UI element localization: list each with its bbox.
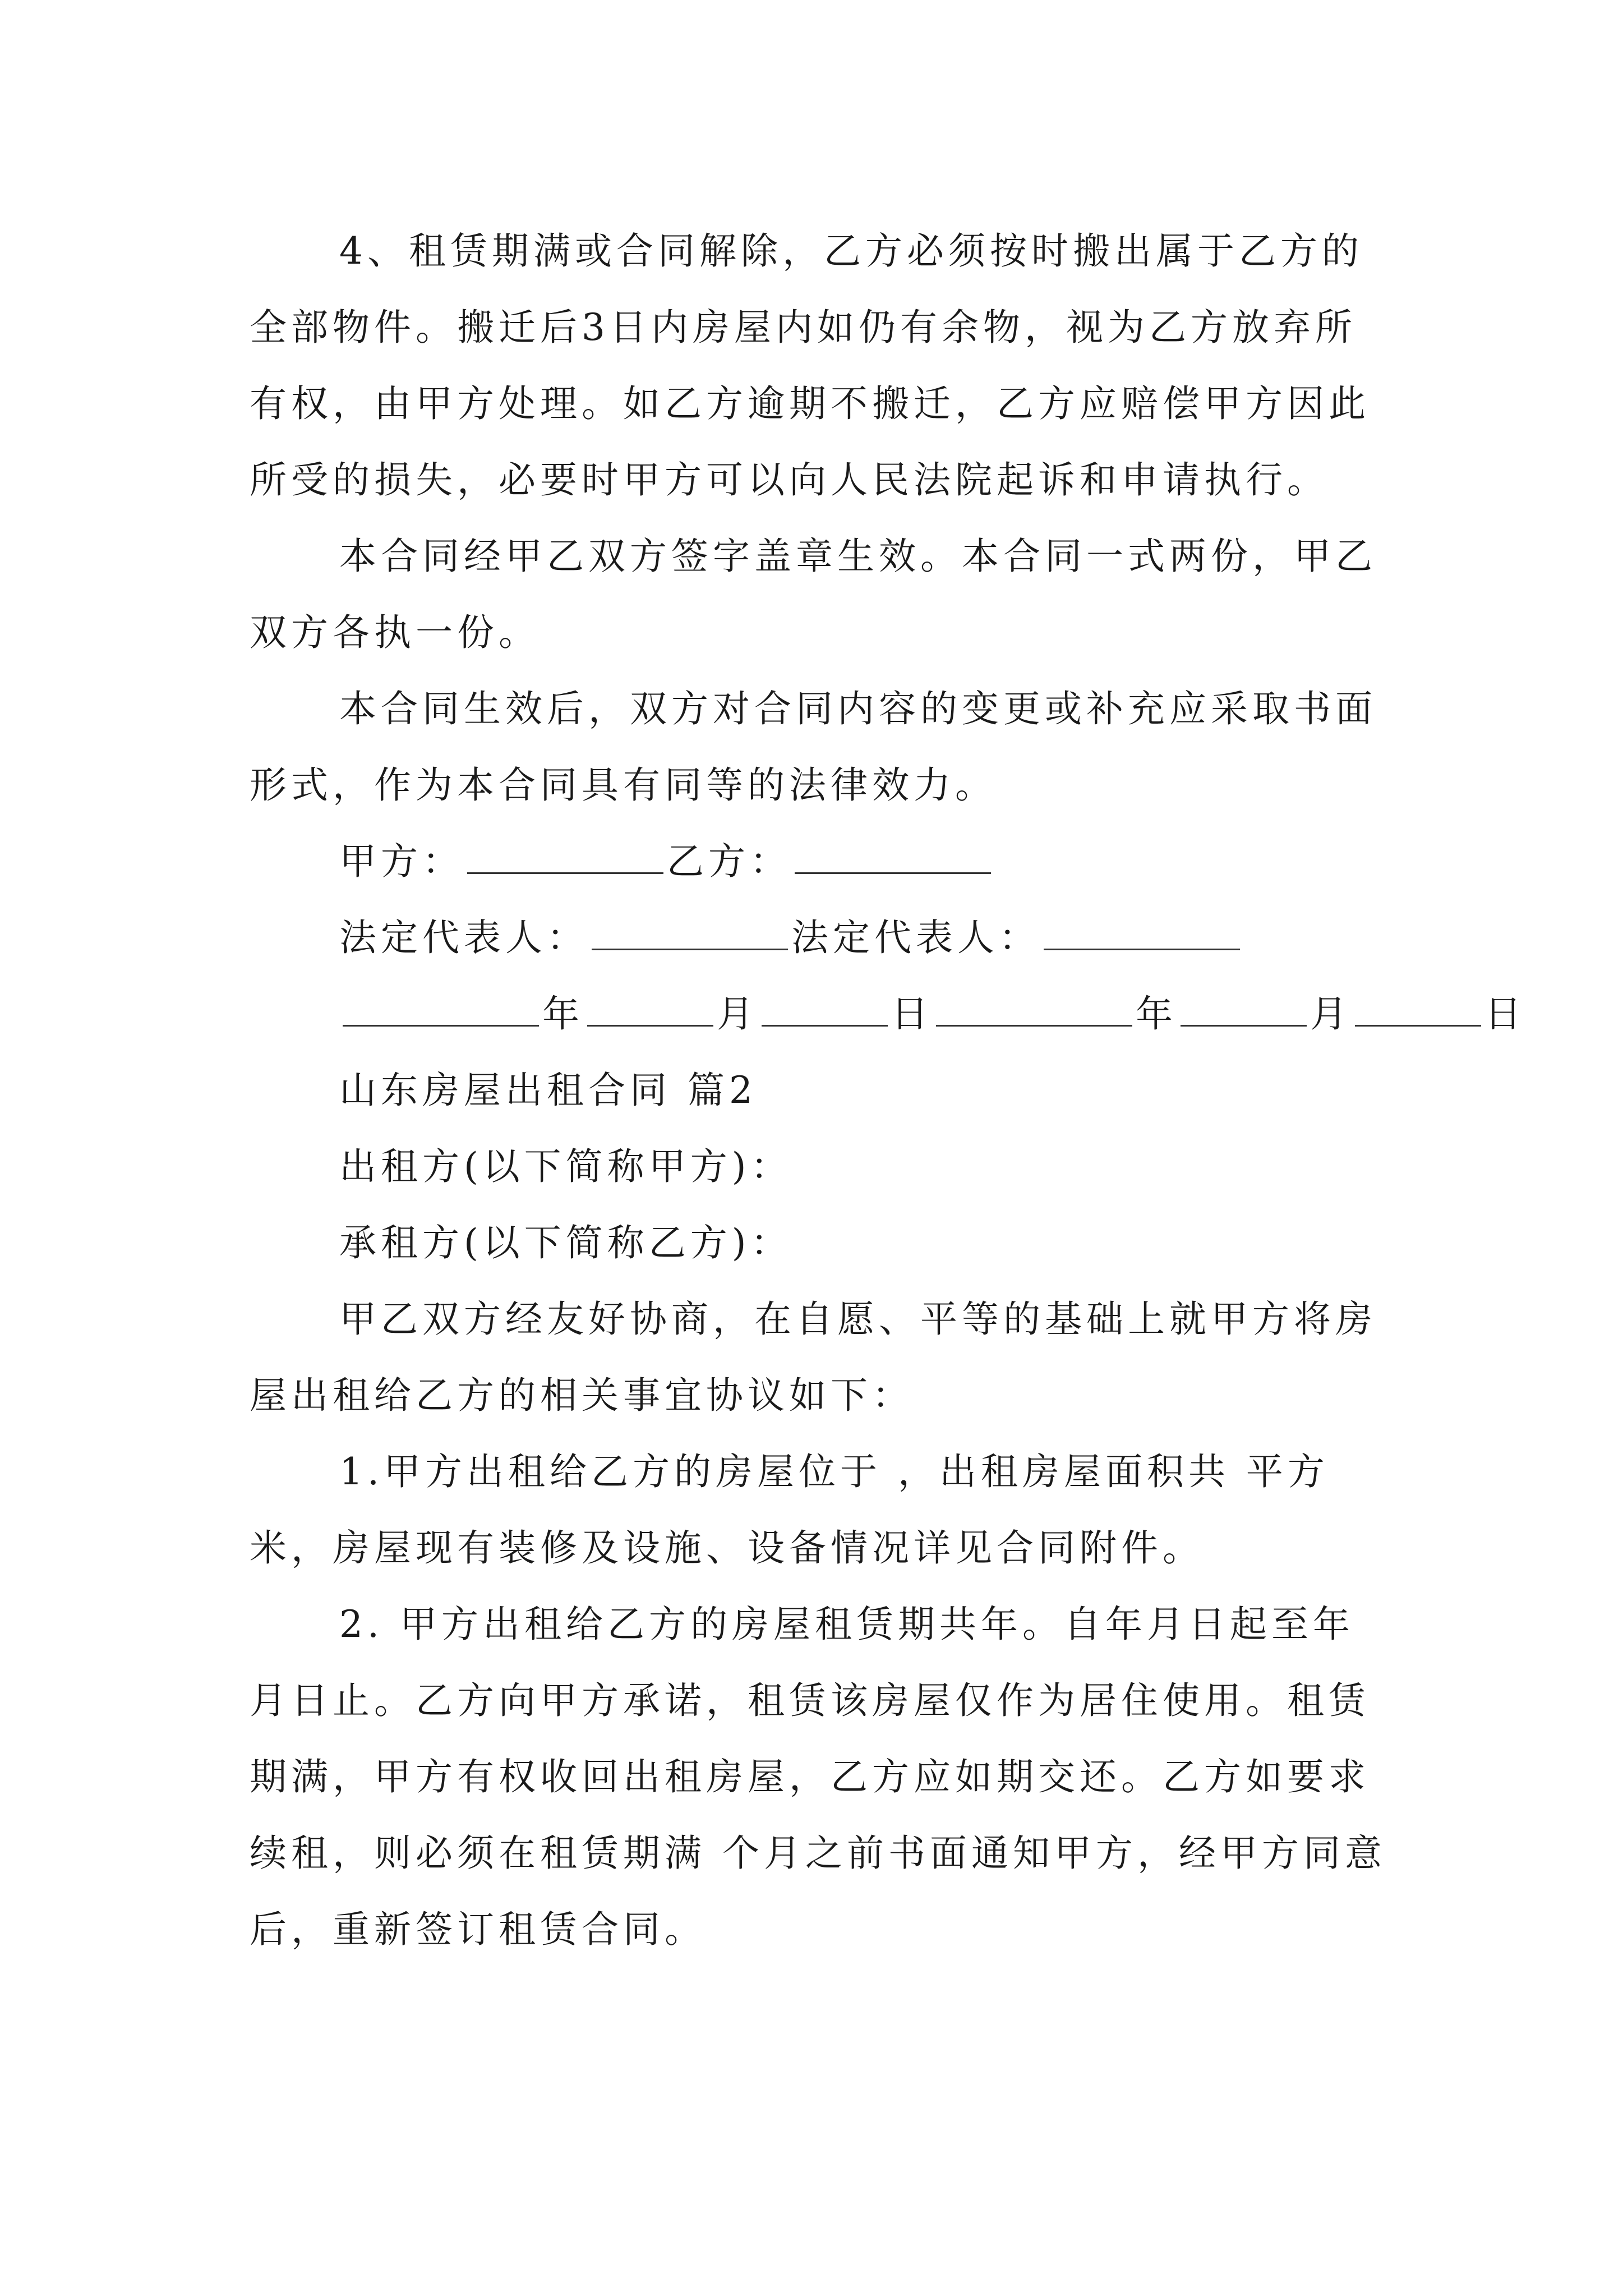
year-a-label: 年 (542, 992, 584, 1036)
clause-1-paragraph: 1.甲方出租给乙方的房屋位于 ，出租房屋面积共 平方米，房屋现有装修及设施、设备情况详见合同附件。 (250, 1450, 1329, 1570)
party-b-label: 乙方： (667, 840, 791, 883)
agreement-intro-paragraph: 甲乙双方经友好协商，在自愿、平等的基础上就甲方将房屋出租给乙方的相关事宜协议如下： (250, 1297, 1377, 1417)
rep-b-blank (1044, 915, 1240, 950)
party-b-blank (795, 839, 991, 874)
representative-line (250, 900, 1394, 976)
party-a-label: 甲方： (339, 840, 464, 883)
section-title: 山东房屋出租合同 篇2 (339, 1069, 757, 1112)
day-b-label: 日 (1484, 992, 1526, 1036)
clause-4-paragraph: 4、租赁期满或合同解除，乙方必须按时搬出属于乙方的全部物件。搬迁后3日内房屋内如仍有余物，视为乙方放弃所有权，由甲方处理。如乙方逾期不搬迁，乙方应赔偿甲方因此所受的损失，必要时甲方可以向人民法院起诉和申请执行。 (250, 229, 1370, 501)
clause-2-paragraph: 2. 甲方出租给乙方的房屋租赁期共年。自年月日起至年月日止。乙方向甲方承诺，租赁该房屋仅作为居住使用。租赁期满，甲方有权收回出租房屋，乙方应如期交还。乙方如要求续租，则必须在租赁期满 个月之前书面通知甲方，经甲方同意后，重新签订租赁合同。 (250, 1603, 1386, 1951)
month-b-label: 月 (1310, 992, 1352, 1036)
rep-a-blank (592, 915, 788, 950)
day-a-blank (762, 991, 888, 1027)
rep-a-label: 法定代表人： (339, 916, 588, 959)
rep-b-label: 法定代表人： (791, 916, 1040, 959)
year-a-blank (343, 991, 539, 1027)
month-a-label: 月 (717, 992, 758, 1036)
year-b-label: 年 (1136, 992, 1177, 1036)
amendment-paragraph: 本合同生效后，双方对合同内容的变更或补充应采取书面形式，作为本合同具有同等的法律效力。 (250, 687, 1377, 807)
day-b-blank (1355, 991, 1481, 1027)
party-signature-line (250, 823, 1394, 900)
year-b-blank (936, 991, 1132, 1027)
lessee-line: 承租方(以下简称乙方)： (339, 1221, 792, 1264)
effectiveness-paragraph: 本合同经甲乙双方签字盖章生效。本合同一式两份，甲乙双方各执一份。 (250, 535, 1377, 654)
month-a-blank (587, 991, 713, 1027)
lessor-line: 出租方(以下简称甲方)： (339, 1145, 792, 1188)
day-a-label: 日 (891, 992, 933, 1036)
date-line (250, 976, 1526, 1052)
month-b-blank (1181, 991, 1307, 1027)
party-a-blank (467, 839, 663, 874)
document-body (250, 213, 1526, 1968)
